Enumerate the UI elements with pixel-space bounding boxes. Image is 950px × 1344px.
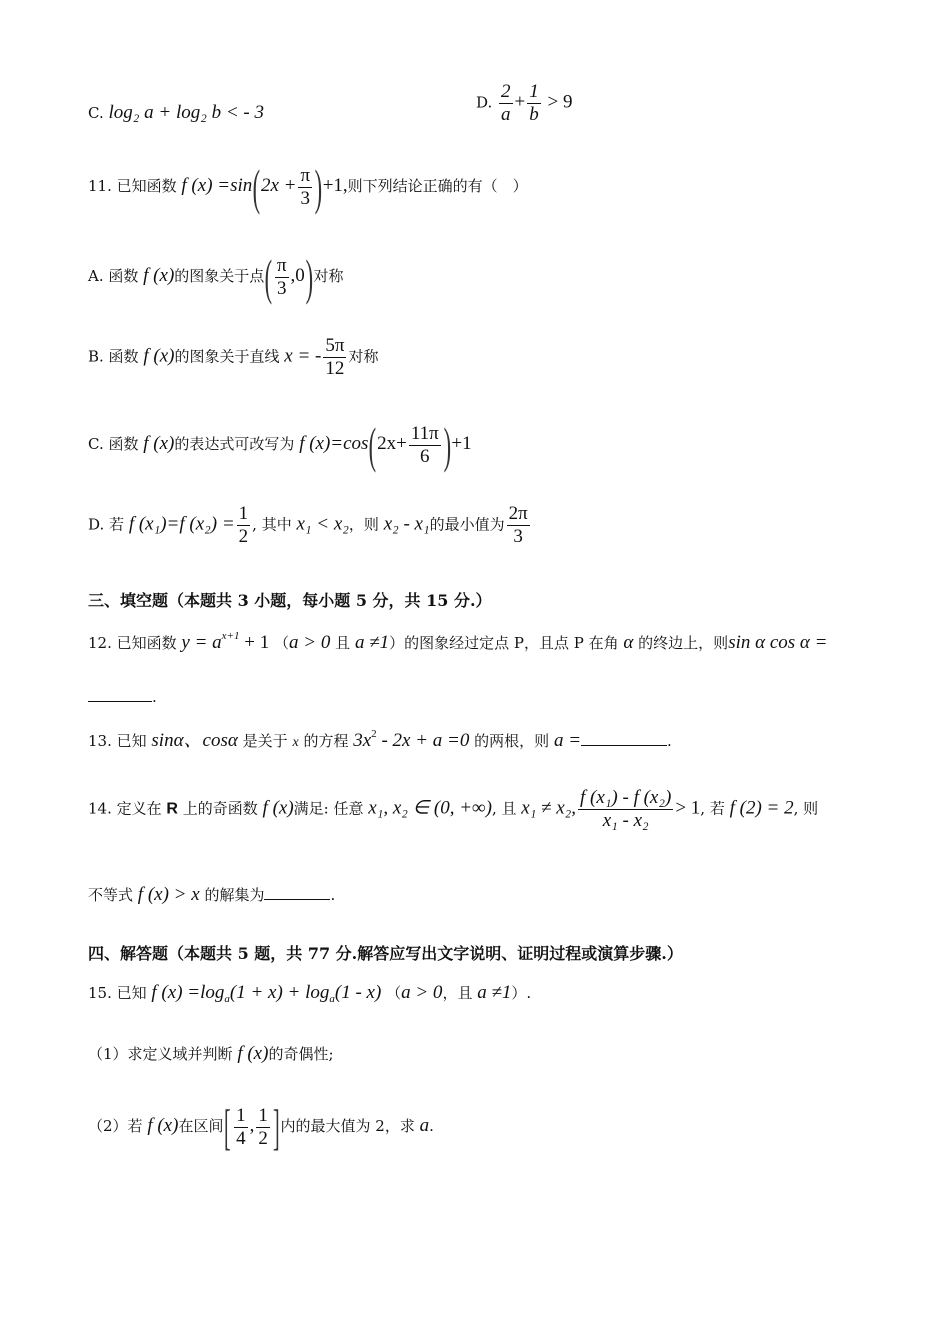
question-text: 是关于 <box>242 732 288 750</box>
math-expression: f (x) =sin <box>181 175 253 196</box>
math-expression: f (x) <box>143 433 175 454</box>
math-expression: x₁ < x₂ <box>296 513 349 535</box>
question-text: , 且 <box>491 799 517 818</box>
q11-stem: 11. 已知函数 f (x) =sin(2x + $\frac{\pi}{3}$ )+1,则下列结论正确的有（ ） <box>88 159 528 215</box>
q11-option-d <box>88 504 532 547</box>
math-expression: sinα、cosα <box>151 730 238 751</box>
q11-option-b <box>88 336 378 379</box>
option-label: C. 函数 <box>88 435 139 453</box>
math-expression: α <box>623 632 634 653</box>
math-expression: sin α cos α = <box>728 632 828 653</box>
question-text: 的两根，则 <box>474 732 550 750</box>
question-text: 的终边上，则 <box>638 634 729 652</box>
option-label: A. 函数 <box>88 267 139 285</box>
math-expression: (1 - x) <box>334 982 382 1003</box>
math-expression: f (x) <box>237 1043 269 1064</box>
question-text: ，且 <box>442 984 473 1002</box>
math-expression: 3x <box>353 730 372 751</box>
math-expression: 2x+ <box>377 433 407 454</box>
q15-part-1 <box>88 1043 334 1066</box>
real-numbers-symbol: R <box>166 800 178 818</box>
math-expression: +1, <box>322 175 348 196</box>
question-number: 12. 已知函数 <box>88 634 177 652</box>
fraction: $\frac{1}{2}$ <box>238 503 249 547</box>
q10-option-d: D. $\frac{2}{a}$ + $\frac{1}{b}$ > 9 <box>476 81 573 125</box>
option-label: D. 若 <box>88 515 125 534</box>
question-text: . <box>330 886 336 904</box>
question-number: 11. 已知函数 <box>88 177 177 195</box>
math-expression: > 9 <box>547 91 573 113</box>
math-expression: f (x)=cos <box>299 433 369 454</box>
option-text: 的图象关于点 <box>174 267 265 285</box>
question-text: 满足: 任意 <box>293 799 364 818</box>
fraction: $\frac{\text{f (x₁) - f (x₂)}}{\text{x₁ - x₂}}$ <box>580 787 672 831</box>
math-expression: x₂ - x₁ <box>383 513 430 535</box>
math-expression: (1 + x) + log <box>229 982 330 1003</box>
question-number: 14. 定义在 <box>88 799 162 818</box>
question-text: 的解集为 <box>204 886 265 904</box>
fraction: $\frac{\pi}{3}$ <box>276 254 287 299</box>
fraction: $\frac{2}{a}$ <box>501 81 511 125</box>
q15-part-2: （2）若 f (x)在区间[ $\frac{1}{4}$ , $\frac{1}{2}$ ]内的最大值为 2，求 a. <box>88 1099 434 1155</box>
option-label: D. <box>476 93 493 112</box>
question-text: （ <box>274 634 290 652</box>
math-expression: 2x + <box>260 175 297 196</box>
answer-blank[interactable] <box>581 743 667 746</box>
math-expression: f (x) <box>262 797 294 819</box>
fraction: $\frac{5\pi}{12}$ <box>325 335 345 379</box>
fraction: $\frac{2\pi}{3}$ <box>508 503 528 547</box>
math-expression: a ≠1 <box>354 632 390 653</box>
option-text: 的图象关于直线 <box>174 347 280 366</box>
superscript: x+1 <box>221 630 240 642</box>
q14-line2 <box>88 884 335 907</box>
question-text: 不等式 <box>88 886 134 904</box>
question-number: 13. 已知 <box>88 732 147 750</box>
math-expression: log₂ a + log₂ b < - 3 <box>108 102 264 123</box>
fraction: $\frac{1}{b}$ <box>529 81 539 125</box>
question-text: 的奇偶性; <box>268 1045 334 1063</box>
question-number: 15. 已知 <box>88 984 147 1002</box>
math-expression: > 1 <box>675 797 701 819</box>
option-text: 的最小值为 <box>429 515 505 534</box>
question-text: （2）若 <box>88 1117 143 1135</box>
question-text: 在区间 <box>178 1117 224 1135</box>
q13-stem <box>88 728 672 753</box>
question-text: 的方程 <box>303 732 349 750</box>
superscript: 2 <box>371 728 377 740</box>
question-text: , 则 <box>793 799 819 818</box>
q14-stem <box>88 788 818 831</box>
question-text: ）的图象经过定点 P，且点 P 在角 <box>389 634 619 652</box>
math-expression: a > 0 <box>289 632 331 653</box>
answer-blank[interactable] <box>88 699 152 702</box>
q15-stem <box>88 982 531 1006</box>
option-label: C. <box>88 104 104 122</box>
fraction: $\frac{11\pi}{6}$ <box>410 422 439 467</box>
question-text: . <box>429 1117 434 1135</box>
question-text: 且 <box>335 634 351 652</box>
math-expression: f (x) <box>143 265 175 286</box>
math-expression: x = - <box>284 345 322 367</box>
question-text: （ <box>386 984 402 1002</box>
question-text: 内的最大值为 2，求 <box>280 1117 415 1135</box>
math-expression: f (x) > x <box>137 884 200 905</box>
math-expression: f (x₁)=f (x₂) = <box>128 513 235 535</box>
option-text: 对称 <box>313 267 344 285</box>
question-text: 上的奇函数 <box>182 799 258 818</box>
question-text: , 若 <box>700 799 725 818</box>
option-label: B. 函数 <box>88 347 139 366</box>
section-heading-fill-in: 三、填空题（本题共 3 小题，每小题 5 分，共 15 分.） <box>88 591 492 610</box>
subscript: a <box>329 993 335 1005</box>
option-text: ，则 <box>348 515 379 534</box>
option-text: , 其中 <box>252 515 292 534</box>
section-heading-solutions: 四、解答题（本题共 5 题，共 77 分.解答应写出文字说明、证明过程或演算步骤.） <box>88 944 683 963</box>
q12-answer-line <box>88 688 157 706</box>
q10-option-c <box>88 102 264 125</box>
q11-option-a: A. 函数 f (x)的图象关于点( $\frac{\pi}{3}$ ,0)对称 <box>88 249 344 305</box>
question-text: （1）求定义域并判断 <box>88 1045 233 1063</box>
answer-blank[interactable] <box>264 897 330 900</box>
question-text: . <box>667 732 672 750</box>
q12-stem <box>88 630 827 655</box>
math-expression: a <box>419 1115 430 1136</box>
math-expression: a = <box>553 730 582 751</box>
question-text: ）. <box>511 984 532 1002</box>
math-expression: - 2x + a =0 <box>381 730 470 751</box>
fraction: $\frac{1}{4}$ <box>236 1104 246 1149</box>
math-expression: x₁ ≠ x₂, <box>521 797 577 819</box>
math-expression: + 1 <box>244 632 270 653</box>
subscript: a <box>224 993 230 1005</box>
question-text: 则下列结论正确的有（ ） <box>347 177 528 195</box>
math-expression: a > 0 <box>401 982 443 1003</box>
math-expression: a ≠1 <box>477 982 512 1003</box>
math-expression: f (2) = 2 <box>729 797 794 819</box>
fraction: $\frac{1}{2}$ <box>258 1104 268 1149</box>
q11-option-c: C. 函数 f (x)的表达式可改写为 f (x)=cos(2x+ $\frac{11\pi}{6}$ )+1 <box>88 417 472 473</box>
math-expression: x₁, x₂ ∈ (0, +∞) <box>368 797 492 819</box>
math-expression: y = a <box>181 632 222 653</box>
math-expression: ,0 <box>290 265 305 286</box>
math-expression: x <box>292 735 299 750</box>
option-text: 的表达式可改写为 <box>174 435 295 453</box>
math-expression: f (x) <box>147 1115 179 1136</box>
question-text: . <box>152 688 157 706</box>
math-expression: +1 <box>451 433 472 454</box>
option-text: 对称 <box>348 347 379 366</box>
fraction: $\frac{\pi}{3}$ <box>300 164 311 209</box>
math-expression: f (x) <box>143 345 175 367</box>
math-expression: f (x) =log <box>151 982 225 1003</box>
